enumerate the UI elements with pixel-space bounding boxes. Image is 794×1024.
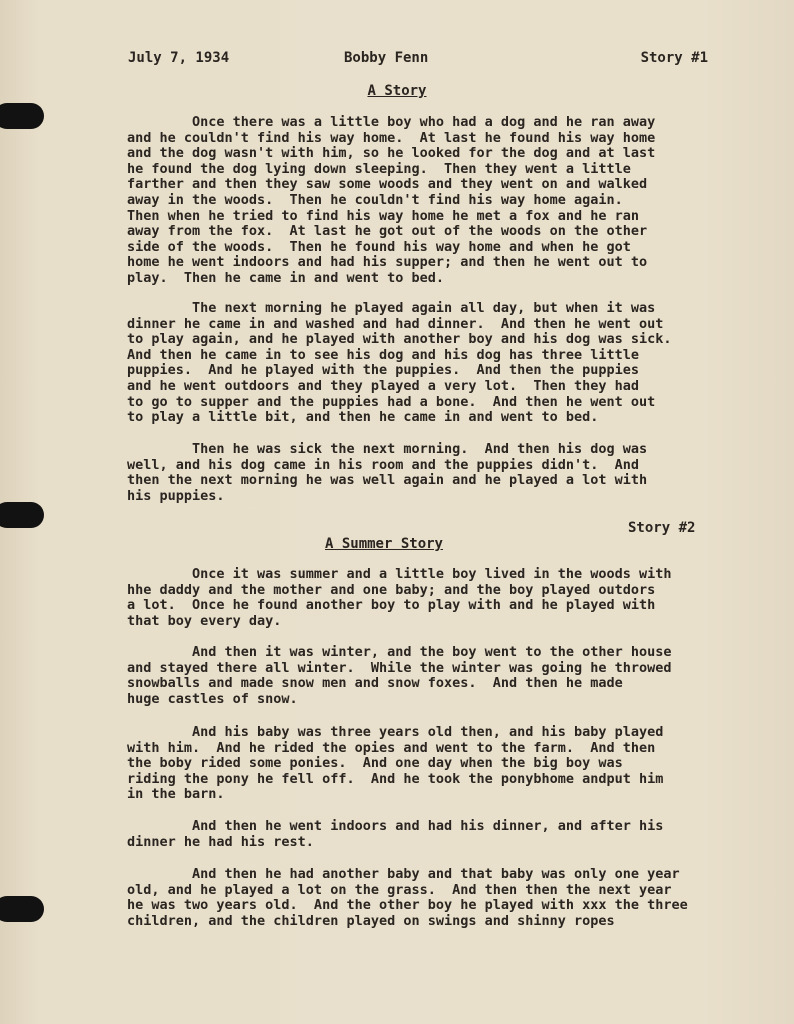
text-line: children, and the children played on swings and shinny ropes bbox=[127, 912, 615, 929]
binder-hole bbox=[0, 502, 44, 528]
text-line: and he went outdoors and they played a very lot. Then they had bbox=[127, 377, 640, 394]
author: Bobby Fenn bbox=[344, 50, 429, 66]
text-line: And then he came in to see his dog and his dog has three little bbox=[127, 346, 640, 363]
text-line: play. Then he came in and went to bed. bbox=[127, 269, 444, 286]
text-line: he found the dog lying down sleeping. Then they went a little bbox=[127, 160, 631, 177]
text-line: with him. And he rided the opies and went to the farm. And then bbox=[127, 739, 656, 756]
text-line: to play again, and he played with another boy and his dog was sick. bbox=[127, 331, 672, 348]
text-line: The next morning he played again all day, but when it was bbox=[127, 300, 656, 316]
page-header bbox=[128, 50, 708, 70]
text-line: old, and he played a lot on the grass. And then then the next year bbox=[127, 881, 672, 898]
text-line: Once it was summer and a little boy lived in the woods with bbox=[127, 566, 672, 582]
story-2-paragraph bbox=[127, 645, 767, 707]
binder-hole bbox=[0, 896, 44, 922]
story-1-paragraph bbox=[127, 301, 767, 426]
text-line: then the next morning he was well again and he played a lot with bbox=[127, 472, 648, 489]
text-line: side of the woods. Then he found his way home and when he got bbox=[127, 238, 631, 255]
text-line: And then he went indoors and had his dinner, and after his bbox=[127, 818, 664, 834]
story-2-number: Story #2 bbox=[628, 520, 696, 536]
text-line: Once there was a little boy who had a dog and he ran away bbox=[127, 114, 656, 130]
text-line: he was two years old. And the other boy he played with xxx the three bbox=[127, 897, 688, 914]
text-line: dinner he had his rest. bbox=[127, 833, 314, 850]
text-line: And his baby was three years old then, and his baby played bbox=[127, 724, 664, 740]
story-1-paragraph bbox=[127, 115, 767, 287]
text-line: puppies. And he played with the puppies. And then the puppies bbox=[127, 362, 640, 379]
text-line: a lot. Once he found another boy to play with and he played with bbox=[127, 597, 656, 614]
text-line: dinner he came in and washed and had dinner. And then he went out bbox=[127, 315, 664, 332]
story-1-title bbox=[0, 83, 794, 99]
story-2-title bbox=[0, 536, 781, 552]
story-1-title-text: A Story bbox=[367, 83, 427, 99]
text-line: Then when he tried to find his way home he met a fox and he ran bbox=[127, 207, 640, 224]
text-line: to play a little bit, and then he came in and went to bed. bbox=[127, 409, 599, 426]
text-line: the boby rided some ponies. And one day when the big boy was bbox=[127, 755, 623, 772]
text-line: and he couldn't find his way home. At last he found his way home bbox=[127, 129, 656, 146]
text-line: away in the woods. Then he couldn't find his way home again. bbox=[127, 191, 623, 208]
binder-hole bbox=[0, 103, 44, 129]
story-2-paragraph bbox=[127, 867, 767, 929]
text-line: in the barn. bbox=[127, 786, 225, 803]
text-line: riding the pony he fell off. And he took the ponybhome andput him bbox=[127, 770, 664, 787]
story-1-paragraph bbox=[127, 442, 767, 504]
story-2-paragraph bbox=[127, 819, 767, 850]
story-2-paragraph bbox=[127, 567, 767, 629]
text-line: And then he had another baby and that baby was only one year bbox=[127, 866, 680, 882]
text-line: And then it was winter, and the boy went to the other house bbox=[127, 644, 672, 660]
story-2-paragraph bbox=[127, 725, 767, 803]
text-line: snowballs and made snow men and snow foxes. And then he made bbox=[127, 675, 623, 692]
text-line: and the dog wasn't with him, so he looked for the dog and at last bbox=[127, 145, 656, 162]
text-line: to go to supper and the puppies had a bone. And then he went out bbox=[127, 393, 656, 410]
text-line: that boy every day. bbox=[127, 612, 282, 629]
text-line: Then he was sick the next morning. And then his dog was bbox=[127, 441, 648, 457]
text-line: home he went indoors and had his supper; and then he went out to bbox=[127, 254, 648, 271]
text-line: hhe daddy and the mother and one baby; and the boy played outdors bbox=[127, 581, 656, 598]
text-line: and stayed there all winter. While the winter was going he throwed bbox=[127, 659, 672, 676]
text-line: huge castles of snow. bbox=[127, 690, 298, 707]
story-2-title-text: A Summer Story bbox=[324, 536, 443, 552]
text-line: well, and his dog came in his room and the puppies didn't. And bbox=[127, 456, 640, 473]
story-number: Story #1 bbox=[640, 50, 708, 66]
text-line: away from the fox. At last he got out of the woods on the other bbox=[127, 223, 648, 240]
date: July 7, 1934 bbox=[128, 50, 230, 66]
text-line: farther and then they saw some woods and they went on and walked bbox=[127, 176, 648, 193]
text-line: his puppies. bbox=[127, 487, 225, 504]
